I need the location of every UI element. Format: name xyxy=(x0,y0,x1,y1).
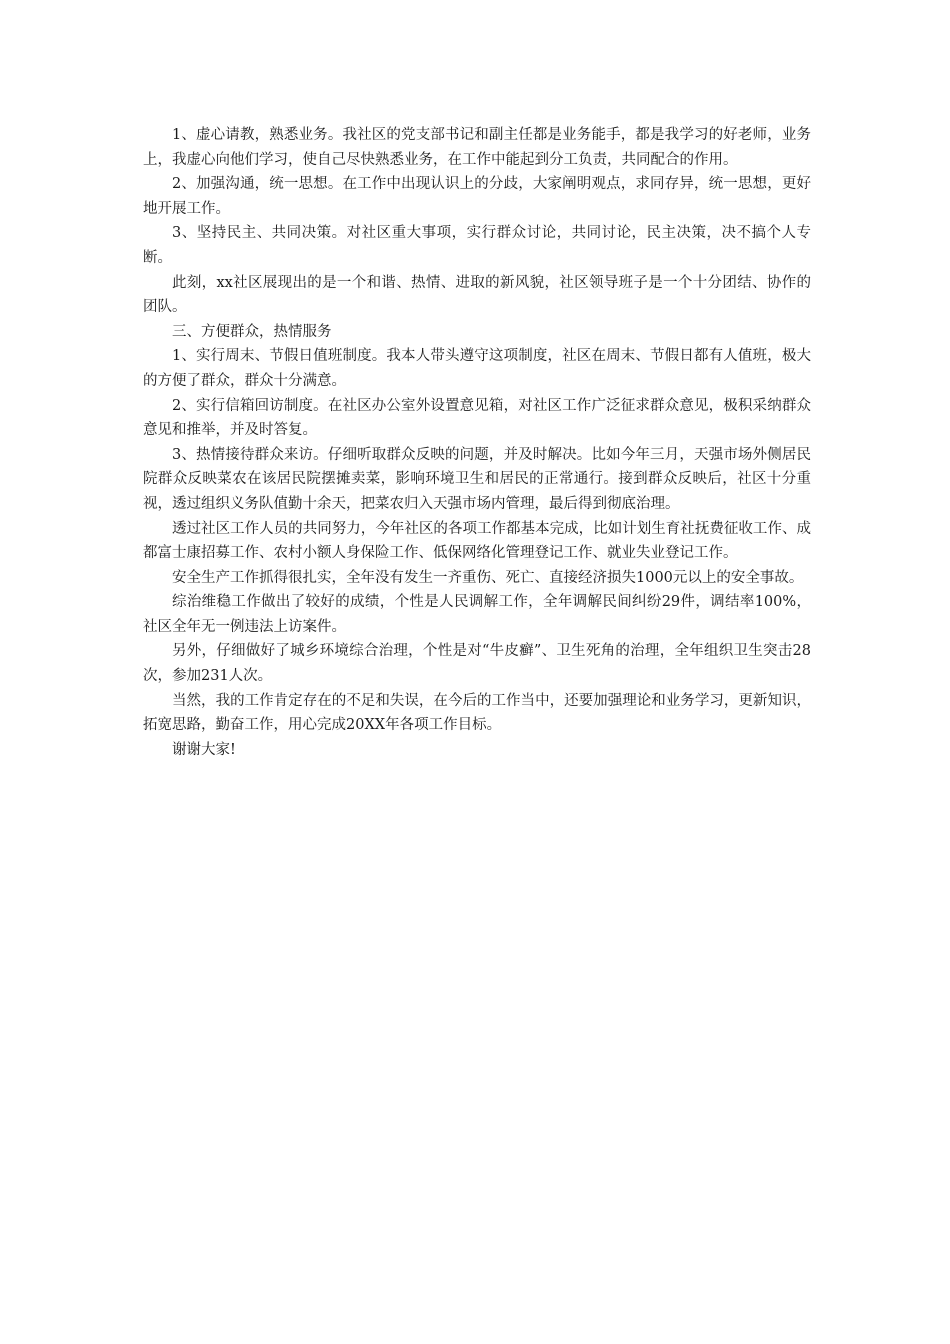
paragraph-community-outlook: 此刻，xx社区展现出的是一个和谐、热情、进取的新风貌，社区领导班子是一个十分团结、协作的团队。 xyxy=(143,274,811,316)
paragraph-mailbox-system: 2、实行信箱回访制度。在社区办公室外设置意见箱，对社区工作广泛征求群众意见，极积采纳群众意见和推举，并及时答复。 xyxy=(143,397,811,439)
paragraph-work-completed: 透过社区工作人员的共同努力，今年社区的各项工作都基本完成，比如计划生育社抚费征收工作、成都富士康招募工作、农村小额人身保险工作、低保网络化管理登记工作、就业失业登记工作。 xyxy=(143,520,811,562)
section-heading-service: 三、方便群众，热情服务 xyxy=(172,323,332,340)
paragraph-environment: 另外，仔细做好了城乡环境综合治理，个性是对“牛皮癣”、卫生死角的治理，全年组织卫生突击28次，参加231人次。 xyxy=(143,643,811,685)
document-body xyxy=(143,123,811,762)
paragraph-shortcomings: 当然，我的工作肯定存在的不足和失误，在今后的工作当中，还要加强理论和业务学习，更新知识，拓宽思路，勤奋工作，用心完成20XX年各项工作目标。 xyxy=(143,692,811,734)
paragraph-mediation: 综治维稳工作做出了较好的成绩，个性是人民调解工作，全年调解民间纠纷29件，调结率100%，社区全年无一例违法上访案件。 xyxy=(143,594,811,635)
paragraph-consult-learn: 1、虚心请教，熟悉业务。我社区的党支部书记和副主任都是业务能手，都是我学习的好老师，业务上，我虚心向他们学习，使自己尽快熟悉业务，在工作中能起到分工负责，共同配合的作用。 xyxy=(143,127,811,168)
paragraph-receive-visitors: 3、热情接待群众来访。仔细听取群众反映的问题，并及时解决。比如今年三月，天强市场外侧居民院群众反映菜农在该居民院摆摊卖菜，影响环境卫生和居民的正常通行。接到群众反映后，社区十分重视，透过组织义务队值勤十余天，把菜农归入天强市场内管理，最后得到彻底治理。 xyxy=(143,446,811,512)
paragraph-thanks: 谢谢大家! xyxy=(172,741,236,758)
paragraph-duty-system: 1、实行周末、节假日值班制度。我本人带头遵守这项制度，社区在周末、节假日都有人值班，极大的方便了群众，群众十分满意。 xyxy=(143,348,811,389)
paragraph-democracy: 3、坚持民主、共同决策。对社区重大事项，实行群众讨论，共同讨论，民主决策，决不搞个人专断。 xyxy=(143,225,811,266)
paragraph-communication: 2、加强沟通，统一思想。在工作中出现认识上的分歧，大家阐明观点，求同存异，统一思想，更好地开展工作。 xyxy=(143,176,811,217)
paragraph-safety: 安全生产工作抓得很扎实，全年没有发生一齐重伤、死亡、直接经济损失1000元以上的安全事故。 xyxy=(172,569,804,586)
